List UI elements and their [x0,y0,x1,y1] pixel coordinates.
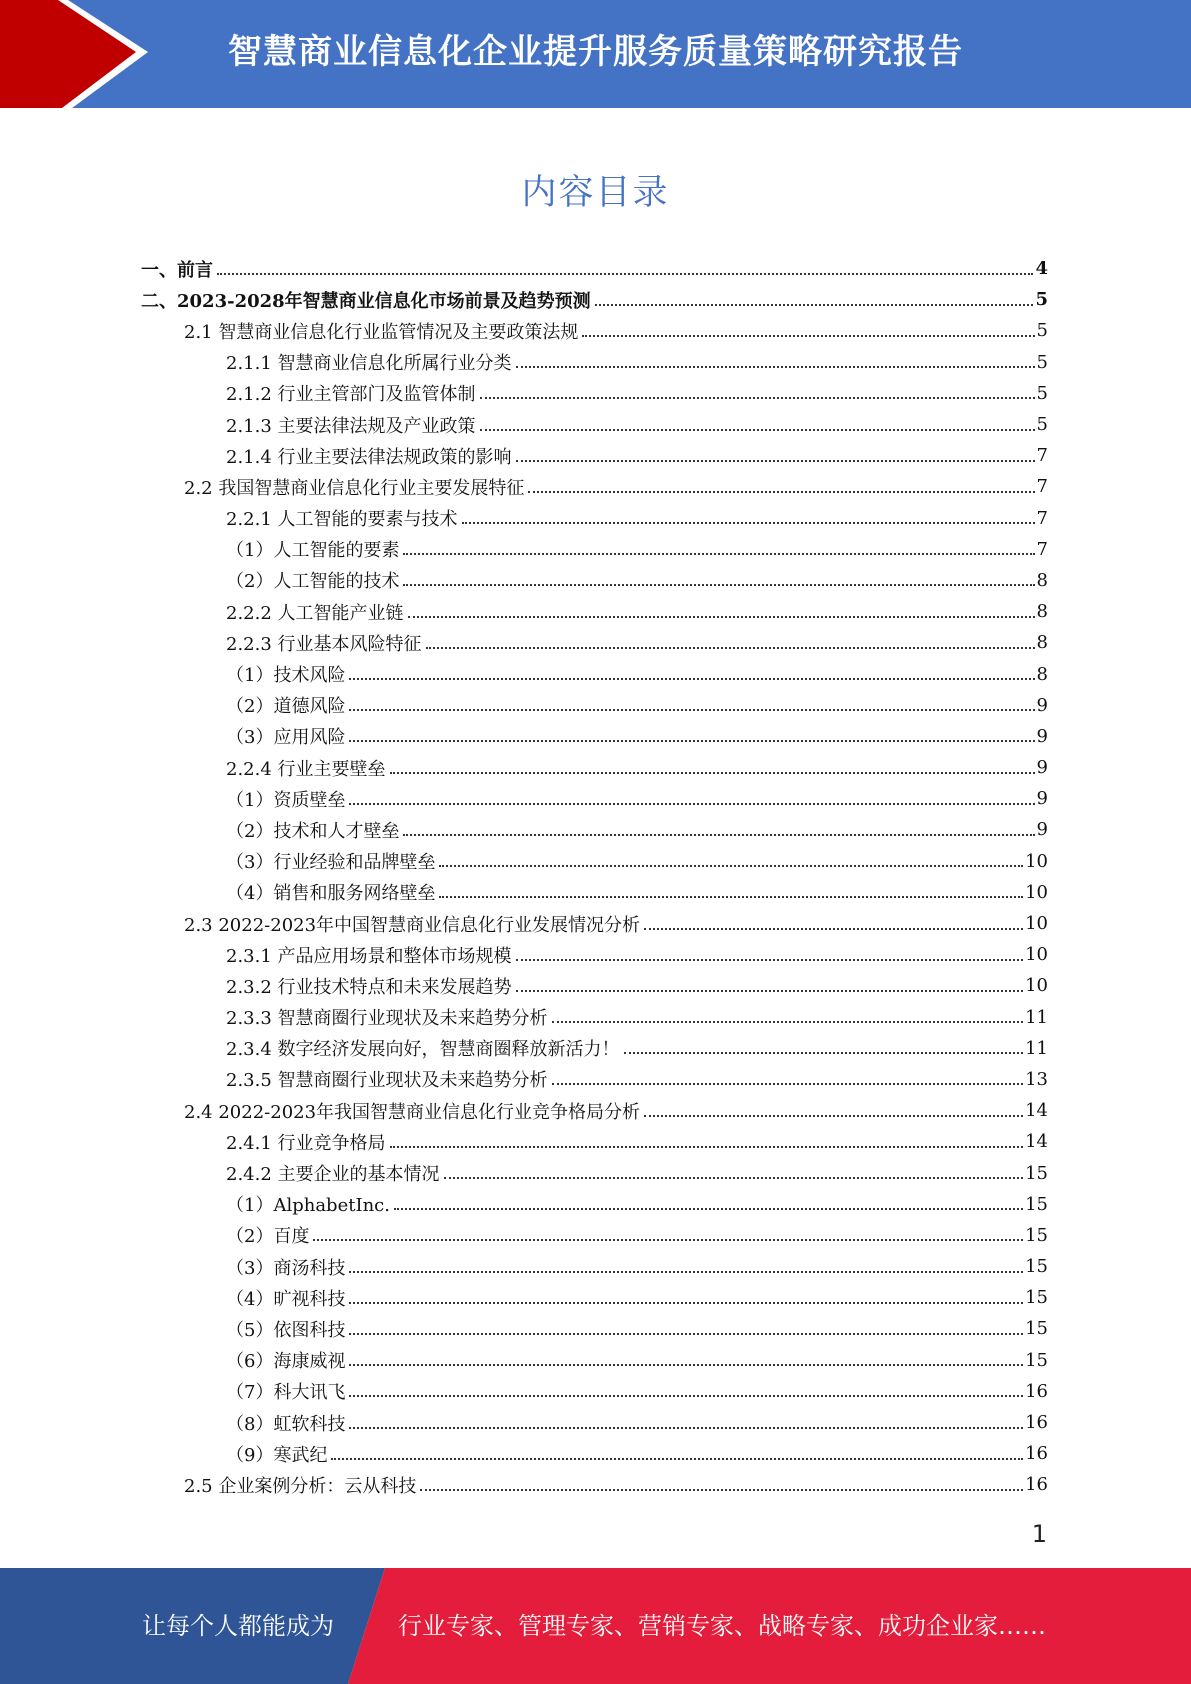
toc-entry[interactable] [226,1002,1048,1033]
toc-entry[interactable] [226,877,1048,908]
toc-entry-label: （8）虹软科技 [226,1413,346,1435]
toc-entry-label: （2）人工智能的技术 [226,571,400,593]
toc-entry[interactable] [226,783,1048,814]
toc-entry-page: 9 [1036,725,1048,747]
toc-dot-leader [644,1115,1023,1117]
toc-entry-label: （7）科大讯飞 [226,1382,346,1404]
toc-entry-label: （3）行业经验和品牌壁垒 [226,852,436,874]
toc-entry[interactable] [184,1095,1048,1126]
toc-entry-label: 二、2023-2028年智慧商业信息化市场前景及趋势预测 [141,290,591,312]
toc-entry-label: 2.4 2022-2023年我国智慧商业信息化行业竞争格局分析 [184,1101,641,1123]
toc-entry[interactable] [226,970,1048,1001]
toc-entry-page: 10 [1025,944,1048,966]
toc-entry-page: 16 [1025,1474,1048,1496]
toc-entry[interactable] [226,627,1048,658]
toc-entry-label: （2）道德风险 [226,696,346,718]
toc-entry-page: 11 [1025,1006,1048,1028]
toc-entry-page: 15 [1025,1287,1048,1309]
toc-entry-page: 9 [1036,694,1048,716]
toc-entry-page: 15 [1025,1162,1048,1184]
toc-list [0,253,1191,1501]
toc-entry[interactable] [226,378,1048,409]
toc-dot-leader [403,553,1034,555]
toc-dot-leader [420,1489,1023,1491]
toc-entry[interactable] [226,596,1048,627]
toc-entry-page: 9 [1036,819,1048,841]
toc-dot-leader [349,1302,1023,1304]
toc-dot-leader [528,491,1034,493]
toc-dot-leader [516,460,1035,462]
header-title: 智慧商业信息化企业提升服务质量策略研究报告 [228,32,963,72]
footer-banner [0,1568,1191,1684]
toc-dot-leader [462,522,1035,524]
toc-entry-label: 2.3 2022-2023年中国智慧商业信息化行业发展情况分析 [184,914,641,936]
toc-entry-label: 2.1.1 智慧商业信息化所属行业分类 [226,353,512,375]
toc-entry-page: 7 [1036,507,1048,529]
toc-entry[interactable] [226,440,1048,471]
toc-entry[interactable] [226,1126,1048,1157]
toc-entry-page: 8 [1036,569,1048,591]
toc-dot-leader [516,366,1035,368]
toc-entry[interactable] [226,409,1048,440]
toc-dot-leader [403,834,1034,836]
toc-entry[interactable] [226,1438,1048,1469]
toc-entry-page: 11 [1025,1037,1048,1059]
toc-entry[interactable] [226,565,1048,596]
toc-dot-leader [349,1271,1023,1273]
toc-dot-leader [349,1333,1023,1335]
toc-entry-label: （9）寒武纪 [226,1444,328,1466]
toc-entry[interactable] [226,658,1048,689]
toc-dot-leader [426,647,1035,649]
header-banner [0,0,1191,111]
toc-entry[interactable] [226,534,1048,565]
toc-entry-label: （3）应用风险 [226,727,346,749]
toc-entry[interactable] [226,1033,1048,1064]
toc-entry-page: 16 [1025,1380,1048,1402]
toc-entry[interactable] [226,939,1048,970]
toc-entry-page: 4 [1035,258,1048,280]
toc-dot-leader [516,959,1024,961]
toc-entry-page: 15 [1025,1318,1048,1340]
toc-entry-label: 一、前言 [141,259,213,281]
toc-dot-leader [349,1427,1023,1429]
toc-dot-leader [624,1052,1024,1054]
toc-entry-page: 5 [1035,289,1048,311]
toc-entry[interactable] [226,846,1048,877]
toc-entry[interactable] [226,721,1048,752]
toc-dot-leader [582,335,1034,337]
toc-entry[interactable] [141,284,1048,315]
toc-entry-label: 2.2 我国智慧商业信息化行业主要发展特征 [184,477,525,499]
toc-entry-label: （1）AlphabetInc. [226,1195,390,1217]
toc-entry[interactable] [141,253,1048,284]
toc-entry[interactable] [226,1189,1048,1220]
toc-dot-leader [349,803,1034,805]
toc-dot-leader [390,772,1035,774]
toc-dot-leader [349,1364,1023,1366]
toc-entry[interactable] [226,1251,1048,1282]
toc-dot-leader [349,678,1034,680]
toc-entry-label: （1）资质壁垒 [226,789,346,811]
toc-dot-leader [394,1208,1023,1210]
toc-dot-leader [439,896,1023,898]
toc-title: 内容目录 [521,173,670,213]
toc-entry-label: 2.2.3 行业基本风险特征 [226,633,422,655]
toc-entry-page: 16 [1025,1412,1048,1434]
toc-entry-page: 15 [1025,1224,1048,1246]
toc-entry-label: （6）海康威视 [226,1351,346,1373]
toc-entry-page: 10 [1025,975,1048,997]
toc-entry[interactable] [226,690,1048,721]
toc-dot-leader [480,397,1035,399]
toc-entry-page: 8 [1036,632,1048,654]
toc-dot-leader [331,1458,1023,1460]
toc-entry-label: 2.5 企业案例分析：云从科技 [184,1475,417,1497]
toc-entry-page: 10 [1025,881,1048,903]
toc-dot-leader [552,1083,1024,1085]
toc-entry-label: 2.2.4 行业主要壁垒 [226,758,386,780]
toc-entry-label: 2.2.1 人工智能的要素与技术 [226,509,458,531]
toc-entry-label: （4）旷视科技 [226,1288,346,1310]
toc-entry-page: 7 [1036,538,1048,560]
footer-slogan-left: 让每个人都能成为 [142,1612,334,1640]
toc-entry[interactable] [226,1064,1048,1095]
toc-entry-page: 9 [1036,788,1048,810]
toc-entry-page: 5 [1036,320,1048,342]
toc-entry-page: 7 [1036,476,1048,498]
toc-entry[interactable] [226,1376,1048,1407]
toc-entry-page: 10 [1025,913,1048,935]
toc-dot-leader [349,1395,1023,1397]
toc-entry[interactable] [226,752,1048,783]
toc-entry-page: 5 [1036,382,1048,404]
toc-entry-page: 15 [1025,1256,1048,1278]
toc-entry-page: 13 [1025,1068,1048,1090]
toc-entry[interactable] [226,1407,1048,1438]
toc-dot-leader [552,1021,1024,1023]
toc-dot-leader [516,990,1024,992]
toc-entry-page: 14 [1025,1100,1048,1122]
toc-entry[interactable] [226,1220,1048,1251]
toc-entry-page: 9 [1036,757,1048,779]
toc-dot-leader [390,1146,1024,1148]
toc-entry-label: （5）依图科技 [226,1319,346,1341]
toc-entry[interactable] [184,471,1048,502]
toc-dot-leader [349,709,1034,711]
toc-entry-label: （3）商汤科技 [226,1257,346,1279]
toc-entry-page: 5 [1036,414,1048,436]
page-number: 1 [1031,1520,1047,1548]
toc-entry-page: 14 [1025,1131,1048,1153]
toc-dot-leader [595,304,1034,306]
toc-entry-page: 8 [1036,663,1048,685]
toc-dot-leader [480,429,1035,431]
toc-entry-label: （1）人工智能的要素 [226,540,400,562]
toc-entry[interactable] [184,315,1048,346]
toc-entry[interactable] [226,814,1048,845]
toc-entry-label: 2.3.2 行业技术特点和未来发展趋势 [226,976,512,998]
toc-entry-label: 2.3.3 智慧商圈行业现状及未来趋势分析 [226,1008,548,1030]
toc-dot-leader [408,616,1035,618]
toc-entry-label: 2.3.1 产品应用场景和整体市场规模 [226,945,512,967]
toc-dot-leader [439,865,1023,867]
toc-dot-leader [403,584,1034,586]
toc-entry-page: 16 [1025,1443,1048,1465]
toc-dot-leader [313,1239,1023,1241]
toc-entry[interactable] [226,1282,1048,1313]
toc-dot-leader [444,1177,1024,1179]
toc-entry-page: 7 [1036,445,1048,467]
toc-entry-label: 2.1.2 行业主管部门及监管体制 [226,384,476,406]
toc-entry-label: 2.4.2 主要企业的基本情况 [226,1164,440,1186]
toc-dot-leader [217,273,1033,275]
toc-entry-label: 2.3.4 数字经济发展向好，智慧商圈释放新活力！ [226,1039,620,1061]
toc-entry-label: 2.4.1 行业竞争格局 [226,1132,386,1154]
toc-entry[interactable] [184,1469,1048,1500]
toc-entry-page: 10 [1025,850,1048,872]
toc-entry-page: 8 [1036,601,1048,623]
toc-entry-label: 2.1 智慧商业信息化行业监管情况及主要政策法规 [184,321,579,343]
toc-entry[interactable] [226,1157,1048,1188]
toc-entry-label: 2.2.2 人工智能产业链 [226,602,404,624]
toc-entry[interactable] [226,1345,1048,1376]
toc-entry[interactable] [226,503,1048,534]
toc-entry[interactable] [184,908,1048,939]
toc-entry-label: 2.3.5 智慧商圈行业现状及未来趋势分析 [226,1070,548,1092]
footer-slogan-right: 行业专家、管理专家、营销专家、战略专家、成功企业家…… [398,1612,1046,1640]
toc-entry[interactable] [226,347,1048,378]
toc-dot-leader [349,740,1034,742]
toc-entry-page: 5 [1036,351,1048,373]
toc-entry-label: （1）技术风险 [226,665,346,687]
toc-dot-leader [644,928,1023,930]
toc-entry-label: 2.1.4 行业主要法律法规政策的影响 [226,446,512,468]
toc-entry-label: 2.1.3 主要法律法规及产业政策 [226,415,476,437]
toc-entry-label: （2）技术和人才壁垒 [226,820,400,842]
toc-entry-label: （2）百度 [226,1226,310,1248]
toc-entry-page: 15 [1025,1193,1048,1215]
toc-entry-label: （4）销售和服务网络壁垒 [226,883,436,905]
toc-entry-page: 15 [1025,1349,1048,1371]
toc-entry[interactable] [226,1313,1048,1344]
